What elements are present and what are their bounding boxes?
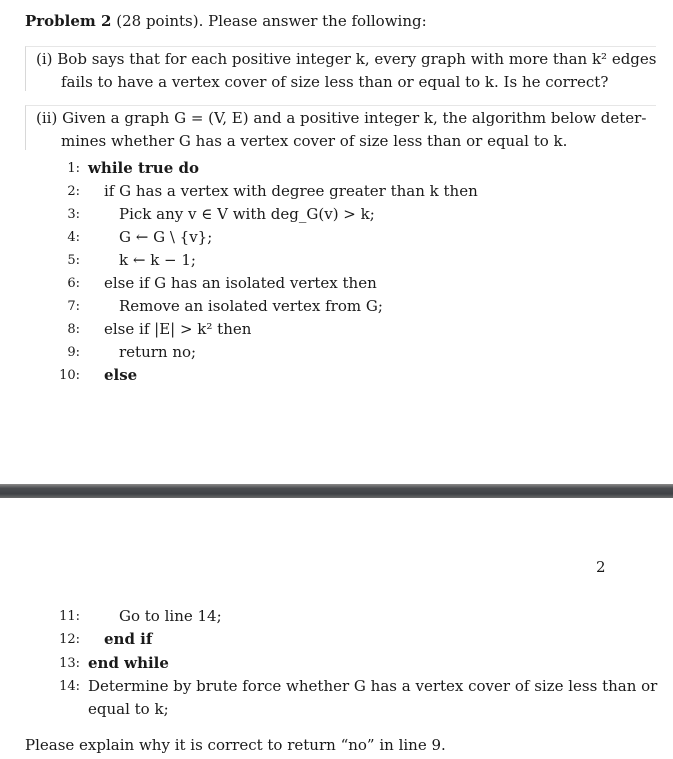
algorithm-line: k ← k − 1;	[119, 251, 196, 269]
algorithm-line: end while	[88, 654, 169, 672]
line-number: 7:	[67, 299, 80, 314]
line-number: 4:	[67, 230, 80, 245]
algorithm-line: return no;	[119, 343, 197, 361]
algorithm-line: Determine by brute force whether G has a vertex cover of size less than or	[88, 677, 658, 695]
algorithm-line-continuation: equal to k;	[88, 700, 169, 718]
part-i-line2: fails to have a vertex cover of size less than or equal to k. Is he correct?	[61, 73, 609, 91]
algorithm-line: else if G has an isolated vertex then	[104, 274, 377, 292]
line-number: 5:	[67, 253, 80, 268]
algorithm-line: Remove an isolated vertex from G;	[119, 297, 383, 315]
algorithm-line: else if |E| > k² then	[104, 320, 252, 338]
line-number: 13:	[59, 656, 80, 671]
part-ii-line2: mines whether G has a vertex cover of size less than or equal to k.	[61, 132, 568, 150]
line-number: 14:	[59, 679, 80, 694]
line-number: 12:	[59, 632, 80, 647]
problem-title: Problem 2	[25, 12, 112, 30]
part-ii-line1: (ii) Given a graph G = (V, E) and a positive integer k, the algorithm below deter-	[36, 109, 647, 127]
line-number: 3:	[67, 207, 80, 222]
algorithm-line: end if	[104, 630, 153, 648]
page-number: 2	[596, 558, 606, 576]
line-number: 10:	[59, 368, 80, 383]
final-question: Please explain why it is correct to return “no” in line 9.	[25, 736, 446, 754]
line-number: 1:	[67, 161, 80, 176]
line-number: 11:	[59, 609, 80, 624]
algorithm-line: G ← G \ {v};	[119, 228, 213, 246]
algorithm-line: Pick any v ∈ V with deg_G(v) > k;	[119, 205, 375, 223]
line-number: 2:	[67, 184, 80, 199]
algorithm-line: else	[104, 366, 138, 384]
algorithm-line: Go to line 14;	[119, 607, 222, 625]
algorithm-line: while true do	[88, 159, 199, 177]
line-number: 9:	[67, 345, 80, 360]
algorithm-line: if G has a vertex with degree greater than k then	[104, 182, 478, 200]
part-i-line1: (i) Bob says that for each positive integer k, every graph with more than k² edges	[36, 50, 657, 68]
line-number: 6:	[67, 276, 80, 291]
problem-points: (28 points). Please answer the following:	[116, 12, 427, 30]
line-number: 8:	[67, 322, 80, 337]
page-break-divider	[0, 484, 673, 498]
problem-heading	[25, 12, 427, 30]
